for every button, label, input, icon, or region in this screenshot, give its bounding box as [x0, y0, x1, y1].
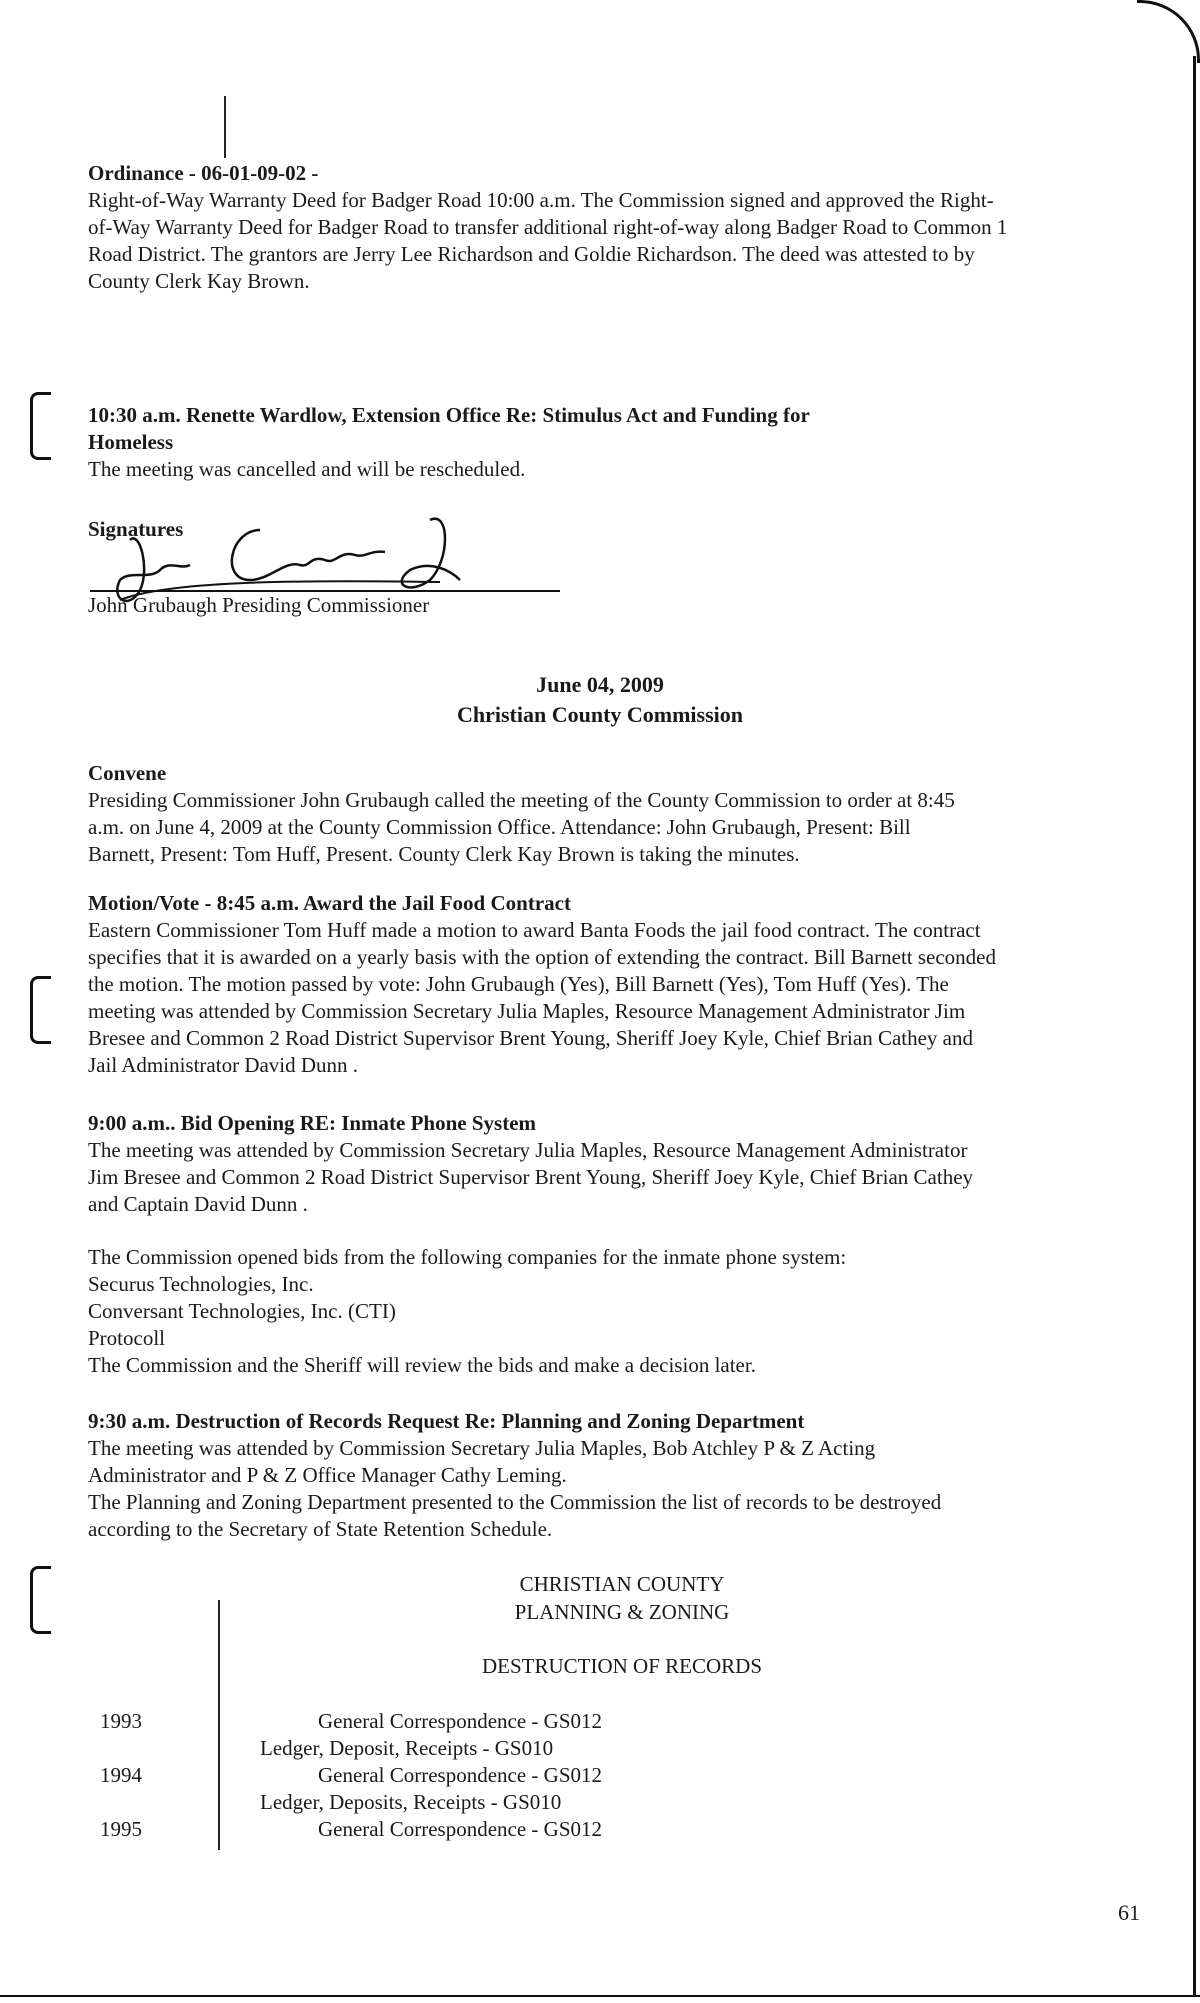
convene-line: Barnett, Present: Tom Huff, Present. County Clerk Kay Brown is taking the minutes.: [88, 842, 800, 866]
wardlow-text: The meeting was cancelled and will be rescheduled.: [88, 457, 526, 481]
record-year: 1994: [100, 1763, 142, 1787]
jail-food-line: specifies that it is awarded on a yearly basis with the option of extending the contract. Bill Barnett seconded: [88, 945, 996, 969]
scan-mark-line: [224, 96, 226, 158]
bids-line: The Commission opened bids from the following companies for the inmate phone system:: [88, 1245, 847, 1269]
records-heading: 9:30 a.m. Destruction of Records Request Re: Planning and Zoning Department: [88, 1409, 805, 1433]
convene-heading: Convene: [88, 761, 167, 785]
bids-section: [88, 1244, 1128, 1379]
record-year: 1995: [100, 1817, 142, 1841]
jail-food-heading: Motion/Vote - 8:45 a.m. Award the Jail Food Contract: [88, 891, 571, 915]
ordinance-line: County Clerk Kay Brown.: [88, 269, 310, 293]
page-bottom-edge: [0, 1995, 1200, 1997]
record-year: 1993: [100, 1709, 142, 1733]
bids-line: The Commission and the Sheriff will review the bids and make a decision later.: [88, 1353, 756, 1377]
records-line: according to the Secretary of State Retention Schedule.: [88, 1517, 553, 1541]
jail-food-line: Jail Administrator David Dunn .: [88, 1053, 359, 1077]
ordinance-line: of-Way Warranty Deed for Badger Road to transfer additional right-of-way along Badger Road to Common 1: [88, 215, 1008, 239]
wardlow-heading: 10:30 a.m. Renette Wardlow, Extension Office Re: Stimulus Act and Funding for: [88, 403, 810, 427]
records-line: The Planning and Zoning Department presented to the Commission the list of records to be destroyed: [88, 1490, 942, 1514]
records-line: Administrator and P & Z Office Manager Cathy Leming.: [88, 1463, 567, 1487]
wardlow-section: [88, 402, 1128, 483]
bids-line: Protocoll: [88, 1326, 165, 1350]
meeting-date: June 04, 2009: [536, 672, 664, 697]
phone-system-section: [88, 1110, 1128, 1218]
ordinance-heading: Ordinance - 06-01-09-02 -: [88, 161, 319, 185]
signer-name: John Grubaugh Presiding Commissioner: [88, 593, 430, 617]
record-item: General Correspondence - GS012: [318, 1709, 602, 1733]
ordinance-section: [88, 160, 1128, 295]
records-divider: [218, 1600, 220, 1850]
page-number: 61: [1118, 1900, 1140, 1925]
convene-section: [88, 760, 1128, 868]
jail-food-line: Eastern Commissioner Tom Huff made a motion to award Banta Foods the jail food contract. The contract: [88, 918, 981, 942]
phone-system-line: and Captain David Dunn .: [88, 1192, 308, 1216]
wardlow-heading: Homeless: [88, 430, 174, 454]
records-list-heading: DESTRUCTION OF RECORDS: [481, 1654, 763, 1678]
jail-food-line: meeting was attended by Commission Secretary Julia Maples, Resource Management Administrator Jim: [88, 999, 966, 1023]
bids-line: Conversant Technologies, Inc. (CTI): [88, 1299, 396, 1323]
convene-line: a.m. on June 4, 2009 at the County Commission Office. Attendance: John Grubaugh, Present: Bill: [88, 815, 911, 839]
meeting-title: Christian County Commission: [456, 702, 744, 727]
signatures-heading: Signatures: [88, 517, 184, 541]
record-item: General Correspondence - GS012: [318, 1763, 602, 1787]
ordinance-line: Right-of-Way Warranty Deed for Badger Road 10:00 a.m. The Commission signed and approved the Right-: [88, 188, 994, 212]
binder-hole-mark: [30, 392, 51, 460]
page-right-edge: [1193, 56, 1196, 1997]
bids-line: Securus Technologies, Inc.: [88, 1272, 314, 1296]
phone-system-line: The meeting was attended by Commission Secretary Julia Maples, Resource Management Administrator: [88, 1138, 968, 1162]
phone-system-line: Jim Bresee and Common 2 Road District Supervisor Brent Young, Sheriff Joey Kyle, Chief Brian Cathey: [88, 1165, 974, 1189]
records-list-subtitle: PLANNING & ZONING: [514, 1600, 730, 1624]
records-list-title: CHRISTIAN COUNTY: [519, 1572, 725, 1596]
convene-line: Presiding Commissioner John Grubaugh called the meeting of the County Commission to order at 8:45: [88, 788, 955, 812]
ordinance-line: Road District. The grantors are Jerry Lee Richardson and Goldie Richardson. The deed was attested to by: [88, 242, 975, 266]
records-section: [88, 1408, 1128, 1543]
signer-block: [88, 592, 1128, 619]
jail-food-section: [88, 890, 1128, 1079]
phone-system-heading: 9:00 a.m.. Bid Opening RE: Inmate Phone System: [88, 1111, 537, 1135]
jail-food-line: the motion. The motion passed by vote: John Grubaugh (Yes), Bill Barnett (Yes), Tom Huff (Yes). The: [88, 972, 949, 996]
records-line: The meeting was attended by Commission Secretary Julia Maples, Bob Atchley P & Z Acting: [88, 1436, 876, 1460]
record-item: Ledger, Deposit, Receipts - GS010: [260, 1736, 554, 1760]
jail-food-line: Bresee and Common 2 Road District Supervisor Brent Young, Sheriff Joey Kyle, Chief Brian Cathey and: [88, 1026, 973, 1050]
page-corner-curve: [1137, 0, 1200, 63]
record-item: General Correspondence - GS012: [318, 1817, 602, 1841]
record-item: Ledger, Deposits, Receipts - GS010: [260, 1790, 562, 1814]
binder-hole-mark: [30, 976, 51, 1044]
